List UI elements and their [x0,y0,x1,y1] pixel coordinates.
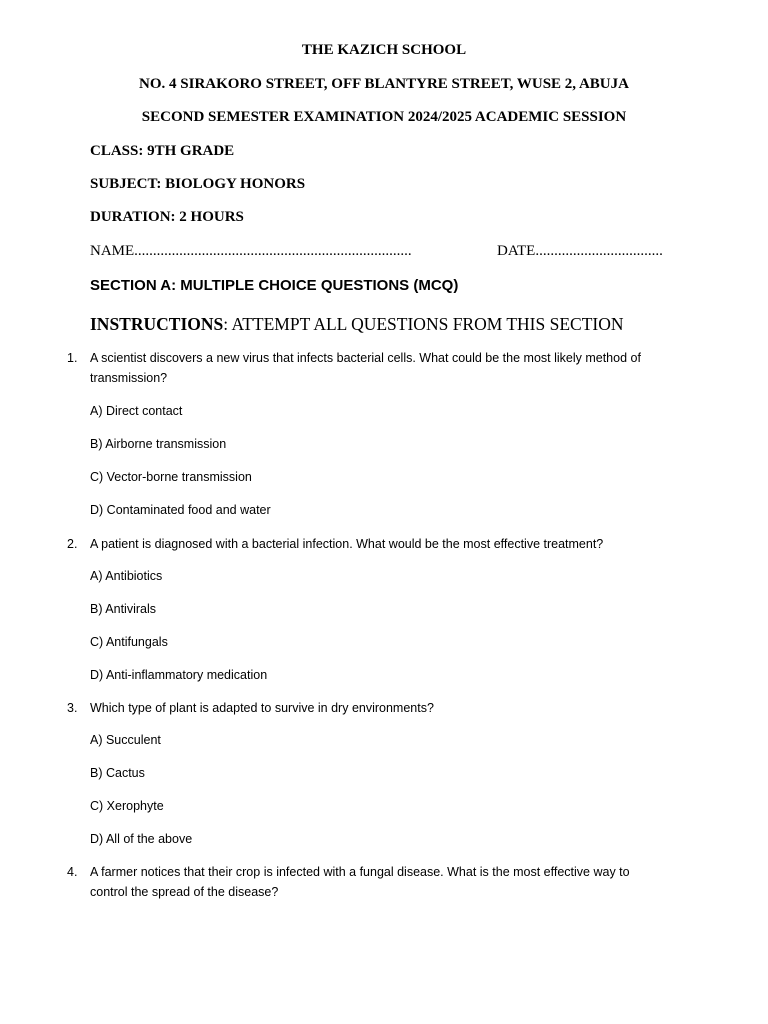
option-2a[interactable]: A) Antibiotics [90,569,163,583]
exam-title: SECOND SEMESTER EXAMINATION 2024/2025 ACADEMIC SESSION [141,109,627,125]
question-text: Which type of plant is adapted to survive in dry environments? [90,701,434,715]
question-number: 3. [67,701,78,715]
option-1c[interactable]: C) Vector-borne transmission [90,470,252,484]
name-date-row [90,242,690,260]
question-text: A patient is diagnosed with a bacterial infection. What would be the most effective treatment? [90,537,604,551]
question-number: 1. [67,351,78,365]
option-2c[interactable]: C) Antifungals [90,635,168,649]
option-3a[interactable]: A) Succulent [90,733,161,747]
instructions-label: INSTRUCTIONS [90,314,224,334]
option-2b[interactable]: B) Antivirals [90,602,156,616]
option-1d[interactable]: D) Contaminated food and water [90,503,271,517]
duration-label: DURATION: 2 HOURS [90,209,244,225]
school-address: NO. 4 SIRAKORO STREET, OFF BLANTYRE STREET, WUSE 2, ABUJA [139,76,629,92]
school-name: THE KAZICH SCHOOL [301,42,467,58]
subject-label: SUBJECT: BIOLOGY HONORS [90,176,306,192]
instructions [90,313,624,335]
date-field[interactable]: DATE.................................. [497,243,663,259]
option-1a[interactable]: A) Direct contact [90,404,183,418]
question-number: 4. [67,865,78,879]
class-label: CLASS: 9TH GRADE [90,143,235,159]
instructions-text: : ATTEMPT ALL QUESTIONS FROM THIS SECTION [223,314,624,334]
option-3b[interactable]: B) Cactus [90,766,145,780]
option-3c[interactable]: C) Xerophyte [90,799,164,813]
question-text: A scientist discovers a new virus that infects bacterial cells. What could be the most likely method of transmission? [90,351,641,385]
option-1b[interactable]: B) Airborne transmission [90,437,227,451]
name-field[interactable]: NAME.......................................................................... [90,243,412,259]
option-2d[interactable]: D) Anti-inflammatory medication [90,668,268,682]
section-title: SECTION A: MULTIPLE CHOICE QUESTIONS (MCQ) [90,277,459,294]
question-number: 2. [67,537,78,551]
option-3d[interactable]: D) All of the above [90,832,193,846]
question-text: A farmer notices that their crop is infected with a fungal disease. What is the most effective way to control the spread of the disease? [90,865,630,899]
